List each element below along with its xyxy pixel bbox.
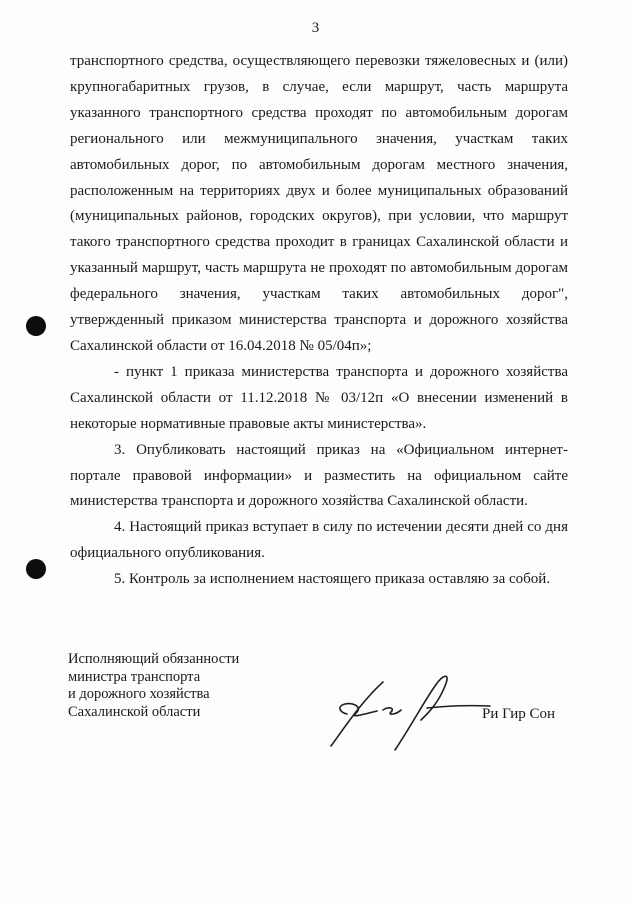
document-body bbox=[70, 49, 568, 593]
signatory-position-line: Исполняющий обязанности bbox=[68, 651, 240, 667]
signatory-position-line: министра транспорта bbox=[68, 668, 201, 685]
paragraph-item-5: 5. Контроль за исполнением настоящего приказа оставляю за собой. bbox=[114, 571, 551, 588]
signatory-position-line: и дорожного хозяйства bbox=[68, 686, 210, 702]
signatory-position bbox=[68, 651, 239, 721]
page-number: 3 bbox=[311, 20, 320, 36]
paragraph-continuation: транспортного средства, осуществляющего перевозки тяжеловесных и (или) крупногабаритных грузов, в случае, если маршрут, часть маршрута указанного транспортного средства проходят по автомобильным дорогам регионального или межмуниципального значения, участкам таких автомобильных дорог, по автомобильным дорогам местного значения, расположенным на территориях двух и более муниципальных образований (муниципальных районов, городских округов), при условии, что маршрут такого транспортного средства проходит в границах Сахалинской области и указанный маршрут, часть маршрута не проходят по автомобильным дорогам федерального значения, участкам таких автомобильных дорог", утвержденный приказом министерства транспорта и дорожного хозяйства Сахалинской области от 16.04.2018 № 05/04п»; bbox=[70, 53, 568, 354]
signatory-position-line: Сахалинской области bbox=[68, 703, 201, 720]
handwritten-signature bbox=[325, 664, 495, 754]
paragraph-item-order-point: - пункт 1 приказа министерства транспорта и дорожного хозяйства Сахалинской области от 11.12.2018 № 03/12п «О внесении изменений в некоторые нормативные правовые акты министерства». bbox=[70, 363, 568, 432]
paragraph-item-4: 4. Настоящий приказ вступает в силу по истечении десяти дней со дня официального опубликования. bbox=[70, 519, 568, 562]
punch-hole-bottom bbox=[26, 559, 46, 579]
paragraph-item-3: 3. Опубликовать настоящий приказ на «Официальном интернет-портале правовой информации» и разместить на официальном сайте министерства транспорта и дорожного хозяйства Сахалинской области. bbox=[70, 441, 568, 510]
signer-name: Ри Гир Сон bbox=[482, 706, 556, 722]
punch-hole-top bbox=[26, 316, 46, 336]
